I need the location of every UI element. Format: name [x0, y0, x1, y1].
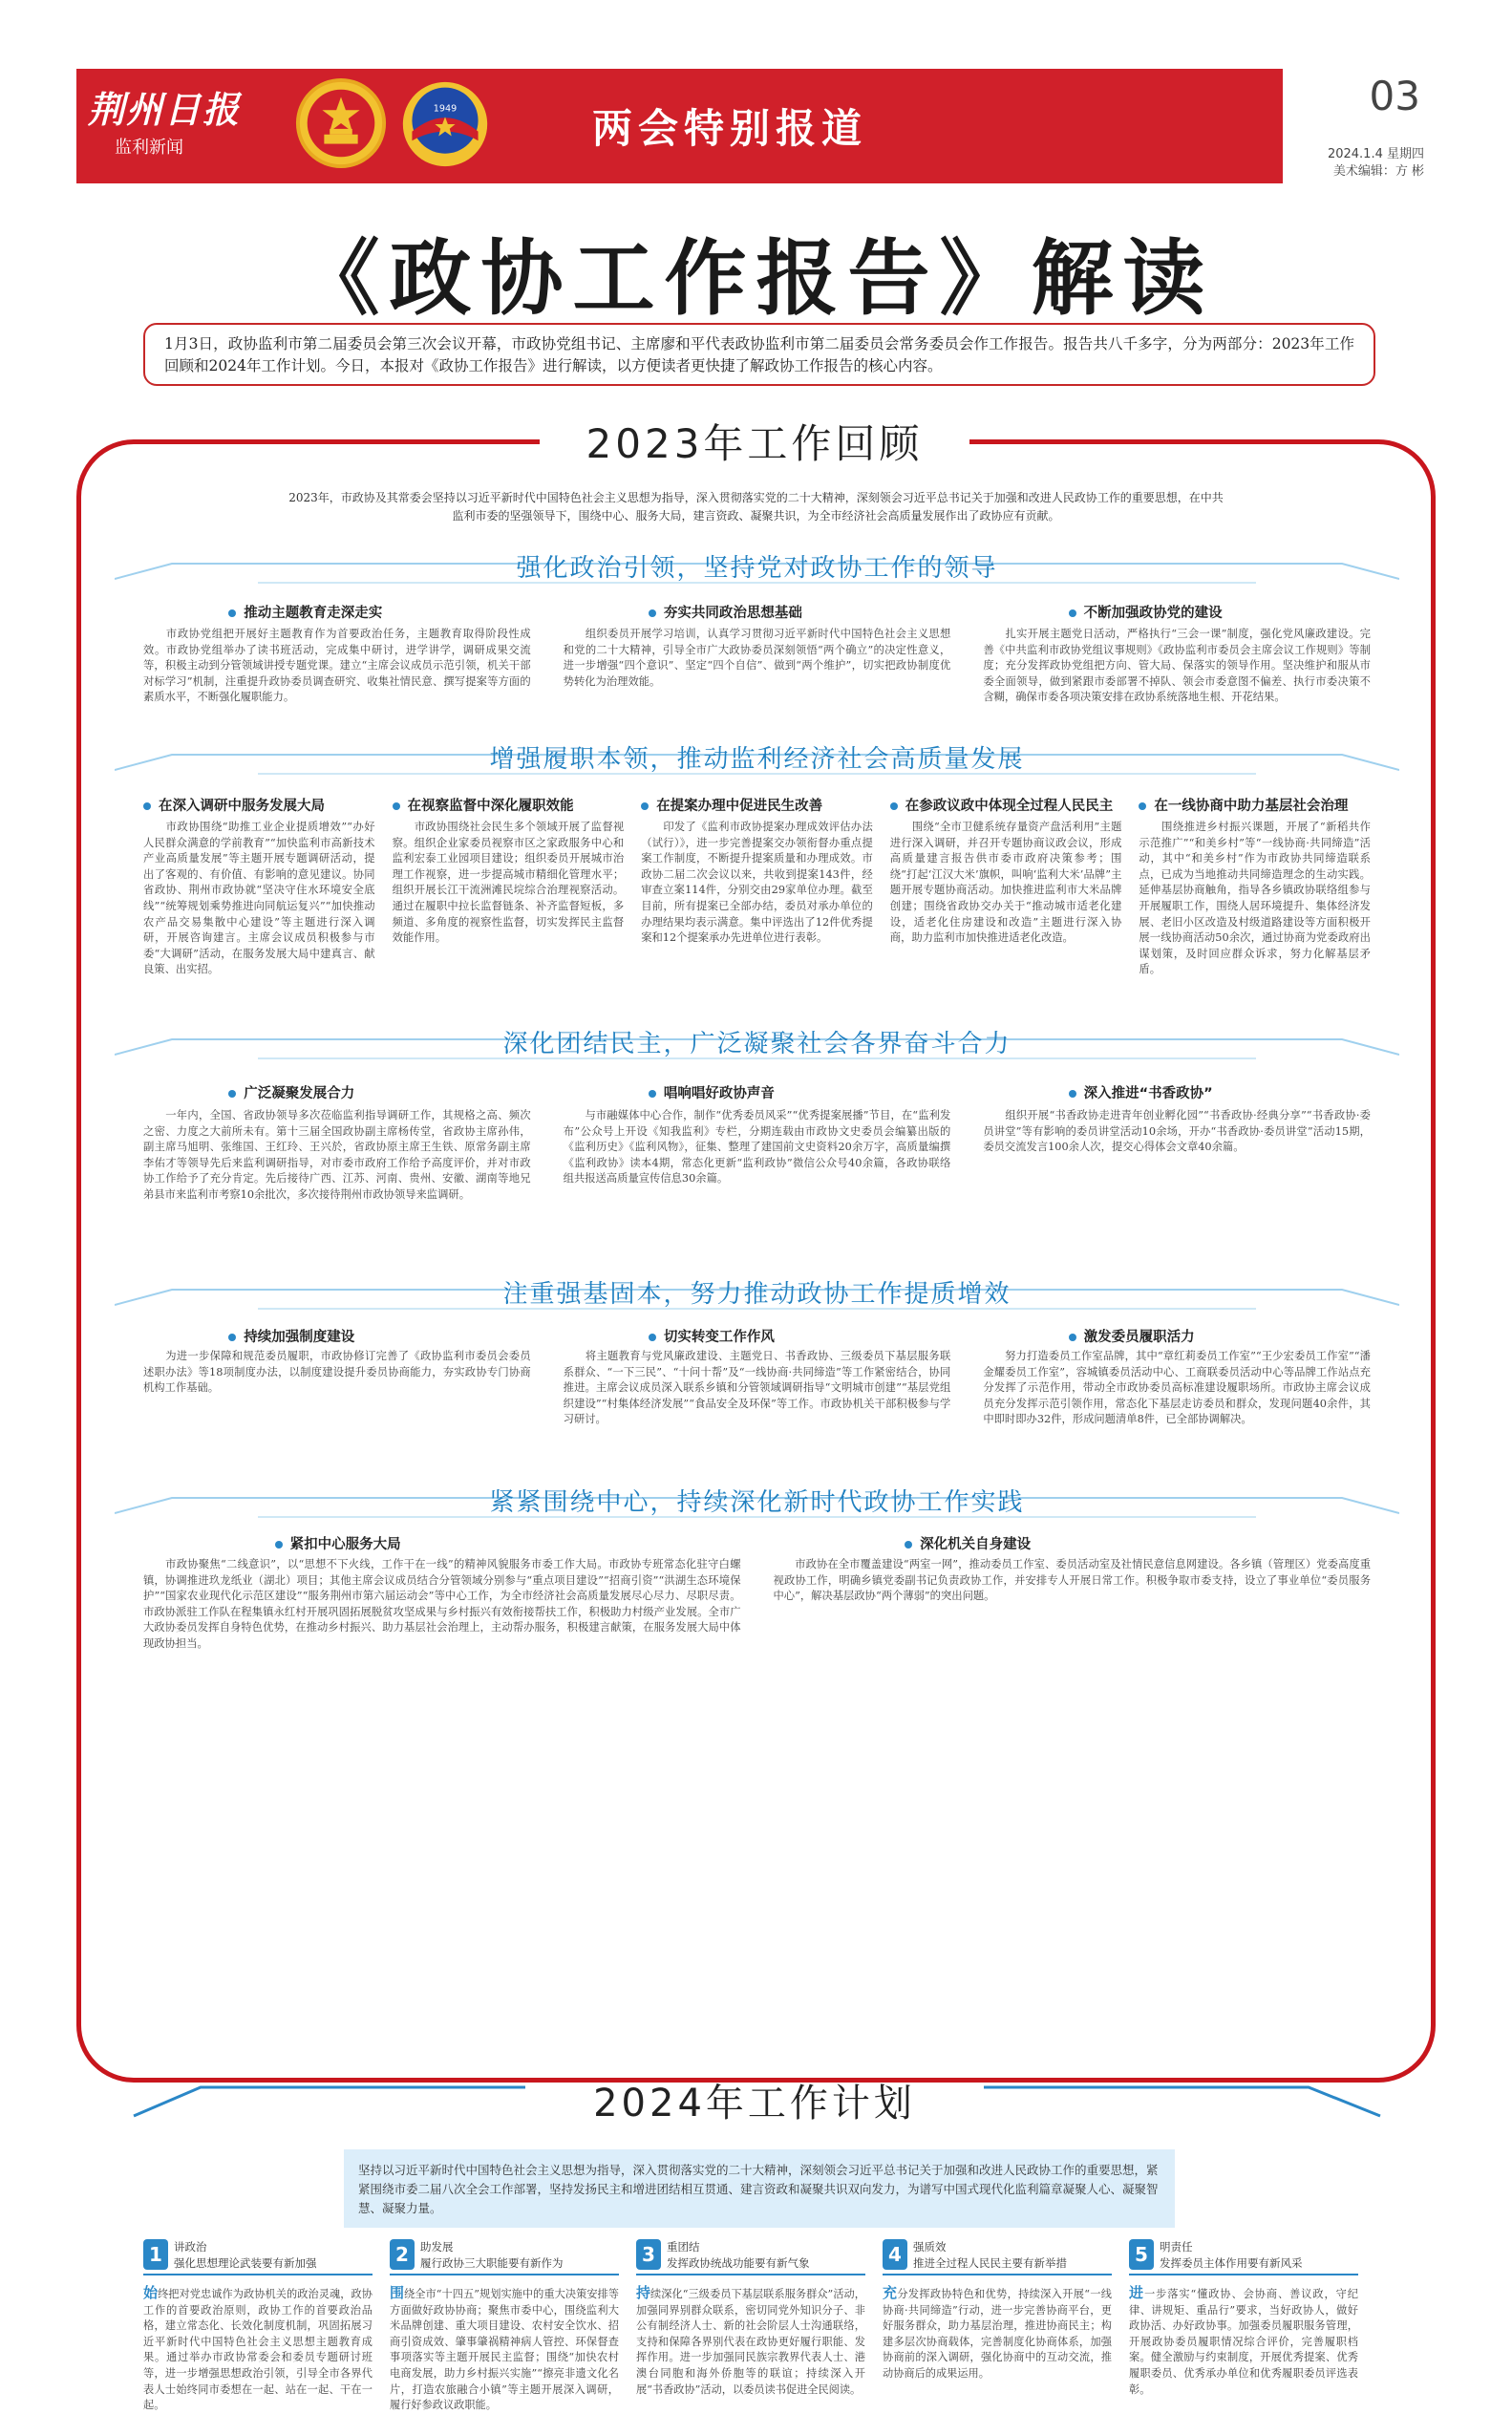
review-title: 2023年工作回顾: [540, 413, 969, 470]
subsection-heading: [649, 1326, 775, 1346]
plan-item-keyword: 明责任: [1160, 2240, 1193, 2254]
subsection-body: 组织开展“书香政协走进青年创业孵化园”“书香政协·经典分享”“书香政协·委员讲堂”等有影响的委员讲堂活动10余场，开办“书香政协·委员讲堂”活动15期，委员交流发言100余人次，提交心得体会文章40余篇。: [983, 1109, 1371, 1154]
bullet-icon: [228, 1090, 236, 1098]
bullet-icon: [649, 609, 656, 617]
cppcc-emblem-icon: [399, 76, 491, 172]
subsection-heading: [1069, 1326, 1195, 1346]
subsection-heading: [1139, 795, 1348, 815]
page-title: 《政协工作报告》解读: [297, 230, 1215, 327]
subsection-heading-label: 深化机关自身建设: [920, 1537, 1032, 1552]
section-heading: 紧紧围绕中心，持续深化新时代政协工作实践: [489, 1488, 1025, 1517]
plan-item-body: [143, 2285, 373, 2414]
header-banner: [76, 69, 1436, 183]
plan-item-divider: [636, 2274, 865, 2275]
plan-item-keyword: 重团结: [667, 2240, 700, 2254]
bullet-icon: [890, 802, 898, 810]
subsection-heading: [1069, 1082, 1213, 1102]
editor-credit: 美术编辑：方 彬: [1332, 164, 1424, 179]
plan-item-lead-char: 持: [636, 2284, 651, 2301]
plan-item-lead-char: 进: [1129, 2284, 1144, 2301]
plan-item-text: 续深化“三级委员下基层联系服务群众”活动，加强同界别群众联系，密切同党外知识分子、非公有制经济人士、新的社会阶层人士沟通联络，支持和保障各界别代表在政协更好履行职能、发挥作用。进一步加强同民族宗教界代表人士、港澳台同胞和海外侨胞等的联谊；持续深入开展“书香政协”活动，以委员读书促进全民阅读。: [636, 2288, 865, 2396]
plan-item-divider: [390, 2274, 619, 2275]
subsection-heading: [228, 1082, 354, 1102]
plan-item-divider: [143, 2274, 373, 2275]
bullet-icon: [1069, 1090, 1076, 1098]
plan-intro: 坚持以习近平新时代中国特色社会主义思想为指导，深入贯彻落实党的二十大精神，深刻领会习近平总书记关于加强和改进人民政协工作的重要思想，紧紧围绕市委二届八次全会工作部署，坚持发扬民主和增进团结相互贯通、建言资政和凝聚共识双向发力，为谱写中国式现代化监利篇章凝聚人心、凝聚智慧、凝聚力量。: [358, 2163, 1159, 2215]
plan-item-lead-char: 充: [883, 2284, 898, 2301]
subsection-heading-label: 深入推进“书香政协”: [1083, 1086, 1213, 1101]
bullet-icon: [641, 802, 649, 810]
subsection-heading: [143, 795, 325, 815]
plan-item-number: 5: [1129, 2239, 1154, 2270]
bullet-icon: [649, 1090, 656, 1098]
subsection-heading-label: 推动主题教育走深走实: [244, 606, 383, 621]
section-heading: 增强履职本领，推动监利经济社会高质量发展: [489, 745, 1025, 774]
section-heading: 强化政治引领，坚持党对政协工作的领导: [516, 554, 998, 583]
page-number: 03: [1369, 73, 1420, 119]
subsection-heading: [890, 795, 1114, 815]
subsection-body: 组织委员开展学习培训，认真学习贯彻习近平新时代中国特色社会主义思想和党的二十大精神，引导全市广大政协委员深刻领悟“两个确立”的决定性意义，进一步增强“四个意识”、坚定“四个自信”、做到“两个维护”，切实把政协制度优势转化为治理效能。: [563, 628, 951, 688]
bullet-icon: [228, 1334, 236, 1341]
subsection-heading: [228, 1326, 354, 1346]
plan-item-keyword: 讲政治: [174, 2240, 207, 2254]
subsection-heading: [641, 795, 822, 815]
subsection-body: 市政协围绕“助推工业企业提质增效”“办好人民群众满意的学前教育”“加快监利市高新技术产业高质量发展”等主题开展专题调研活动，提出了客观的、有价值、有影响的意见建议。协同省政协、荆州市政协就“坚决守住水环境安全底线”“统筹规划乘势推进向同航运复兴”“加快推动农产品交易集散中心建设”等主题进行深入调研，开展咨询建言。主席会议成员积极参与市委“大调研”活动，在服务发展大局中建真言、献良策、出实招。: [143, 821, 375, 976]
bullet-icon: [905, 1541, 912, 1549]
plan-item-heading: 发挥委员主体作用要有新风采: [1160, 2256, 1303, 2270]
subsection-heading-label: 广泛凝聚发展合力: [244, 1086, 355, 1101]
section-title: 两会特别报道: [592, 105, 868, 152]
subsection-body: 努力打造委员工作室品牌，其中“章红莉委员工作室”“王少宏委员工作室”“潘金耀委员工作室”，容城镇委员活动中心、工商联委员活动中心等品牌工作站点充分发挥了示范作用，带动全市政协委员高标准建设履职场所。市政协主席会议成员充分发挥示范引领作用，常态化下基层走访委员和群众，发现问题40余件，其中即时即办32件，形成问题清单8件，已全部协调解决。: [983, 1350, 1371, 1426]
subsection-heading-label: 在视察监督中深化履职效能: [407, 799, 574, 814]
national-emblem-icon: [294, 76, 388, 170]
svg-text:1949: 1949: [433, 103, 458, 115]
plan-item-number: 1: [143, 2239, 168, 2270]
plan-item-text: 分发挥政协特色和优势，持续深入开展“一线协商·共同缔造”行动，进一步完善协商平台，更好服务群众，助力基层治理，推进协商民主；构建多层次协商载体，完善制度化协商体系，加强协商前的深入调研，强化协商中的互动交流，推动协商后的成果运用。: [883, 2288, 1112, 2380]
section-heading: 注重强基固本，努力推动政协工作提质增效: [502, 1280, 1012, 1309]
subsection-heading-label: 在一线协商中助力基层社会治理: [1154, 799, 1349, 814]
subsection-heading-label: 夯实共同政治思想基础: [663, 606, 802, 621]
subsection-heading-label: 激发委员履职活力: [1083, 1330, 1195, 1345]
plan-item-lead-char: 始: [143, 2284, 159, 2301]
plan-item-body: [636, 2285, 865, 2398]
lead-paragraph: 1月3日，政协监利市第二届委员会第三次会议开幕，市政协党组书记、主席廖和平代表政协监利市第二届委员会常务委员会作工作报告。报告共八千多字，分为两部分：2023年工作回顾和2024年工作计划。今日，本报对《政协工作报告》进行解读，以方便读者更快捷了解政协工作报告的核心内容。: [143, 323, 1375, 386]
subsection-heading-label: 紧扣中心服务大局: [289, 1537, 401, 1552]
bullet-icon: [393, 802, 400, 810]
subsection-body: 市政协聚焦“二线意识”，以“思想不下火线，工作干在一线”的精神风貌服务市委工作大局。市政协专班常态化驻守白螺镇，协调推进玖龙纸业（湖北）项目；其他主席会议成员结合分管领域分别参与“重点项目建设”“招商引资”“洪湖生态环境保护”“国家农业现代化示范区建设”“服务荆州市第六届运动会”等中心工作，为全市经济社会高质量发展尽心尽力、尽职尽责。市政协派驻工作队在程集镇永红村开展巩固拓展脱贫攻坚成果与乡村振兴有效衔接帮扶工作，积极助力村级产业发展。全市广大政协委员发挥自身特色优势，在推动乡村振兴、助力基层社会治理上，主动帮办服务，积极建言献策，在服务发展大局中体现政协担当。: [143, 1558, 741, 1650]
subsection-body: 与市融媒体中心合作，制作“优秀委员风采”“优秀提案展播”节目，在“监利发布”公众号上开设《知我监利》专栏，分期连载由市政协文史委员会编纂出版的《监利历史》《监利风物》，征集、整理了建国前文史资料20余万字，高质量编撰《监利政协》读本4期，常态化更新“监利政协”微信公众号40余篇，各政协联络组共报送高质量宣传信息30余篇。: [563, 1109, 951, 1186]
subsection-heading-label: 在参政议政中体现全过程人民民主: [905, 799, 1114, 814]
plan-item-text: 一步落实“懂政协、会协商、善议政，守纪律、讲规矩、重品行”要求，当好政协人，做好政协活、办好政协事。加强委员履职服务管理，开展政协委员履职情况综合评价，完善履职档案。健全激励与约束制度，开展优秀提案、优秀履职委员、优秀承办单位和优秀履职委员评选表彰。: [1129, 2288, 1358, 2396]
review-intro: 2023年，市政协及其常委会坚持以习近平新时代中国特色社会主义思想为指导，深入贯彻落实党的二十大精神，深刻领会习近平总书记关于加强和改进人民政协工作的重要思想，在中共监利市委的坚强领导下，围绕中心、服务大局，建言资政、凝聚共识，为全市经济社会高质量发展作出了政协应有贡献。: [288, 491, 1224, 523]
plan-item-keyword: 强质效: [913, 2240, 947, 2254]
subsection-heading: [649, 602, 802, 622]
section-heading-band: [115, 545, 1399, 587]
plan-item-number: 3: [636, 2239, 661, 2270]
plan-item-body: [1129, 2285, 1358, 2398]
plan-item-body: [390, 2285, 619, 2414]
bullet-icon: [275, 1541, 283, 1549]
plan-item-lead-char: 围: [390, 2284, 405, 2301]
subsection-heading-label: 在提案办理中促进民生改善: [656, 799, 823, 814]
plan-item-heading: 推进全过程人民民主要有新举措: [913, 2256, 1067, 2270]
section-heading-band: [115, 1271, 1399, 1313]
section-heading-band: [115, 736, 1399, 778]
plan-item-heading: 发挥政协统战功能要有新气象: [667, 2256, 810, 2270]
subsection-heading: [1069, 602, 1223, 622]
bullet-icon: [1069, 1334, 1076, 1341]
plan-item-number: 4: [883, 2239, 907, 2270]
subsection-heading: [393, 795, 574, 815]
plan-title: 2024年工作计划: [593, 2082, 916, 2126]
section-heading: 深化团结民主，广泛凝聚社会各界奋斗合力: [502, 1030, 1012, 1058]
bullet-icon: [228, 609, 236, 617]
subsection-body: 印发了《监利市政协提案办理成效评估办法（试行）》，进一步完善提案交办领衔督办重点提案工作制度，不断提升提案质量和办理成效。市政协二届二次会议以来，共收到提案143件，经审查立案114件，分别交由29家单位办理。截至目前，所有提案已全部办结，委员对承办单位的办理结果均表示满意。集中评选出了12件优秀提案和12个提案承办先进单位进行表彰。: [641, 821, 873, 945]
subsection-body: 为进一步保障和规范委员履职，市政协修订完善了《政协监利市委员会委员述职办法》等18项制度办法，以制度建设提升委员协商能力，夯实政协专门协商机构工作基础。: [143, 1350, 531, 1395]
newspaper-logo: 荆州日报: [88, 88, 242, 131]
newspaper-subtitle: 监利新闻: [115, 138, 183, 158]
subsection-body: 围绕推进乡村振兴课题，开展了“新稻共作示范推广”“和美乡村”等“一线协商·共同缔造”活动，其中“和美乡村”作为市政协共同缔造联系点，已成为当地推动共同缔造理念的生动实践。延伸基层协商触角，指导各乡镇政协联络组参与开展履职工作，围绕人居环境提升、集体经济发展、老旧小区改造及村级道路建设等方面积极开展一线协商活动50余次，通过协商为党委政府出谋划策，及时回应群众诉求，努力化解基层矛盾。: [1139, 821, 1371, 976]
subsection-heading-label: 在深入调研中服务发展大局: [159, 799, 325, 814]
subsection-body: 市政协围绕社会民生多个领域开展了监督视察。组织企业家委员视察市区之家政服务中心和监利宏泰工业园项目建设；组织委员开展城市治理工作视察，进一步提高城市精细化管理水平；组织开展长江干流洲滩民垸综合治理视察活动。通过在履职中拉长监督链条、补齐监督短板，多频道、多角度的视察性监督，切实发挥民主监督效能作用。: [392, 821, 625, 945]
plan-item-text: 绕全市“十四五”规划实施中的重大决策安排等方面做好政协协商；聚焦市委中心，围绕监利大米品牌创建、重大项目建设、农村安全饮水、招商引资成效、肇事肇祸精神病人管控、环保督查事项落实等主题开展民主监督；围绕“加快农村电商发展，助力乡村振兴实施”“擦亮非遗文化名片，打造农旅融合小镇”等主题开展深入调研，履行好参政议政职能。: [390, 2288, 619, 2412]
issue-date: 2024.1.4 星期四: [1327, 147, 1424, 161]
subsection-heading-label: 唱响唱好政协声音: [663, 1086, 775, 1101]
subsection-heading-label: 持续加强制度建设: [244, 1330, 355, 1345]
subsection-body: 围绕“全市卫健系统存量资产盘活利用”主题进行深入调研，并召开专题协商议政会议，形成高质量建言报告供市委市政府决策参考；围绕“打起‘江汉大米’旗帜，叫响‘监利大米’品牌”主题开展专题协商活动。加快推进监利市大米品牌创建；围绕省政协交办关于“推动城市适老化建设，适老化住房建设和改造”主题进行深入协商，助力监利市加快推进适老化改造。: [889, 821, 1122, 945]
bullet-icon: [143, 802, 151, 810]
subsection-heading: [228, 602, 382, 622]
subsection-heading: [649, 1082, 775, 1102]
plan-item-body: [883, 2285, 1112, 2382]
subsection-heading: [275, 1533, 401, 1553]
subsection-body: 一年内，全国、省政协领导多次莅临监利指导调研工作，其规格之高、频次之密、力度之大前所未有。第十三届全国政协副主席杨传堂，省政协主席孙伟，副主席马旭明、张维国、王红玲、王兴於，省政协原主席王生铁、原常务副主席李佑才等领导先后来监利调研指导，对市委市政府工作给予高度评价，并对市政协工作给予了充分肯定。先后接待广西、江苏、河南、贵州、安徽、湖南等地兄弟县市来监利市考察10余批次，多次接待荆州市政协领导来监调研。: [143, 1109, 531, 1201]
subsection-body: 市政协在全市覆盖建设“两室一网”，推动委员工作室、委员活动室及社情民意信息网建设。各乡镇（管理区）党委高度重视政协工作，明确乡镇党委副书记负责政协工作，并安排专人开展日常工作。积极争取市委支持，设立了事业单位“委员服务中心”，解决基层政协“两个薄弱”的突出问题。: [773, 1558, 1371, 1603]
plan-item-divider: [1129, 2274, 1358, 2275]
bullet-icon: [649, 1334, 656, 1341]
plan-item-number: 2: [390, 2239, 415, 2270]
bullet-icon: [1139, 802, 1146, 810]
plan-item-divider: [883, 2274, 1112, 2275]
section-heading-band: [115, 1479, 1399, 1521]
plan-item-keyword: 助发展: [420, 2240, 454, 2254]
plan-item-heading: 履行政协三大职能要有新作为: [420, 2256, 564, 2270]
section-heading-band: [115, 1020, 1399, 1062]
subsection-body: 市政协党组把开展好主题教育作为首要政治任务，主题教育取得阶段性成效。市政协党组举办了读书班活动，完成集中研讨，进学讲学，调研成果交流等，积极主动到分管领域讲授专题党课。建立“主席会议成员示范引领，机关干部对标学习”机制，注重提升政协委员调查研究、收集社情民意、撰写提案等方面的素质水平，不断强化履职能力。: [143, 628, 531, 704]
subsection-body: 扎实开展主题党日活动，严格执行“三会一课”制度，强化党风廉政建设。完善《中共监利市政协党组议事规则》《政协监利市委员会主席会议工作规则》等制度；充分发挥政协党组把方向、管大局、保落实的领导作用。坚决维护和服从市委全面领导，做到紧跟市委部署不掉队、领会市委意图不偏差、执行市委决策不含糊，确保市委各项决策安排在政协系统落地生根、开花结果。: [983, 628, 1371, 704]
subsection-body: 将主题教育与党风廉政建设、主题党日、书香政协、三级委员下基层服务联系群众、“一下三民”、“十问十帮”及“一线协商·共同缔造”等工作紧密结合，协同推进。主席会议成员深入联系乡镇和分管领域调研指导“文明城市创建”“基层党组织建设”“村集体经济发展”“食品安全及环保”等工作。市政协机关干部积极参与学习研讨。: [563, 1350, 951, 1426]
page-info-panel: [1283, 69, 1436, 183]
plan-item-text: 终把对党忠诚作为政协机关的政治灵魂，政协工作的首要政治原则，政协工作的首要政治品格，建立常态化、长效化制度机制，巩固拓展习近平新时代中国特色社会主义思想主题教育成果。通过举办市政协常委会和委员专题研讨班等，进一步增强思想政治引领，引导全市各界代表人士始终同市委想在一起、站在一起、干在一起。: [143, 2288, 373, 2412]
bullet-icon: [1069, 609, 1076, 617]
subsection-heading: [905, 1533, 1031, 1553]
plan-item-heading: 强化思想理论武装要有新加强: [174, 2256, 317, 2270]
subsection-heading-label: 切实转变工作作风: [663, 1330, 775, 1345]
subsection-heading-label: 不断加强政协党的建设: [1083, 606, 1223, 621]
